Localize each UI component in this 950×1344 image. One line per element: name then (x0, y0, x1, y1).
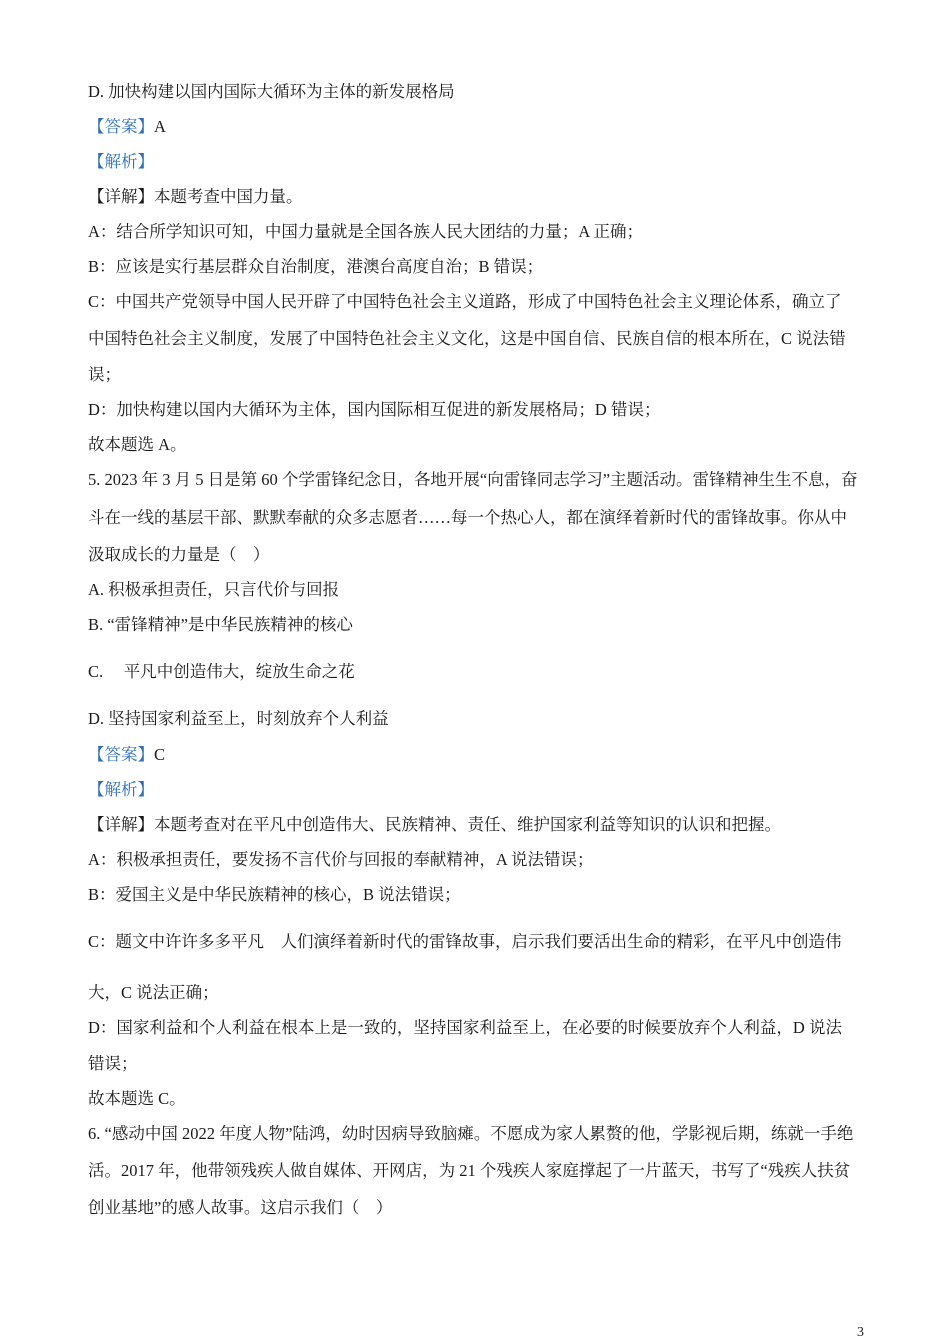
detail-line: 【详解】本题考查对在平凡中创造伟大、民族精神、责任、维护国家利益等知识的认识和把握。 (88, 815, 781, 834)
answer-line-q5: 【答案】C (88, 745, 166, 764)
detail-line: B：应该是实行基层群众自治制度，港澳台高度自治；B 错误； (88, 257, 544, 276)
question-6-stem: 活。2017 年，他带领残疾人做自媒体、开网店，为 21 个残疾人家庭撑起了一片蓝天，书写了“残疾人扶贫 (88, 1161, 851, 1180)
option-a-q5: A. 积极承担责任，只言代价与回报 (88, 580, 340, 599)
detail-line: 错误； (88, 1054, 138, 1073)
answer-line-q4: 【答案】A (88, 117, 166, 136)
detail-line: D：国家利益和个人利益在根本上是一致的，坚持国家利益至上，在必要的时候要放弃个人利益，D 说法 (88, 1018, 842, 1037)
question-5-stem: 斗在一线的基层干部、默默奉献的众多志愿者……每一个热心人，都在演绎着新时代的雷锋故事。你从中 (88, 508, 847, 527)
question-5-stem: 汲取成长的力量是（ ） (88, 545, 270, 564)
detail-line: 大，C 说法正确； (88, 983, 219, 1002)
conclusion-line: 故本题选 A。 (88, 435, 187, 454)
detail-line: C：题文中许许多多平凡 人们演绎着新时代的雷锋故事，启示我们要活出生命的精彩，在平凡中创造伟 (88, 932, 842, 951)
detail-line: 中国特色社会主义制度，发展了中国特色社会主义文化，这是中国自信、民族自信的根本所在，C 说法错 (88, 329, 846, 348)
option-d-q5: D. 坚持国家利益至上，时刻放弃个人利益 (88, 709, 389, 728)
detail-line: 误； (88, 365, 121, 384)
option-d-q4: D. 加快构建以国内国际大循环为主体的新发展格局 (88, 82, 455, 101)
question-6-stem: 6. “感动中国 2022 年度人物”陆鸿，幼时因病导致脑瘫。不愿成为家人累赘的他，学影视后期，练就一手绝 (88, 1124, 854, 1143)
option-c-q5: C. 平凡中创造伟大，绽放生命之花 (88, 662, 355, 681)
detail-line: B：爱国主义是中华民族精神的核心，B 说法错误； (88, 885, 461, 904)
question-6-stem: 创业基地”的感人故事。这启示我们（ ） (88, 1198, 393, 1217)
option-b-q5: B. “雷锋精神”是中华民族精神的核心 (88, 615, 353, 634)
analysis-tag-q4: 【解析】 (88, 152, 154, 171)
answer-tag: 【答案】 (88, 117, 154, 136)
answer-tag: 【答案】 (88, 745, 154, 764)
detail-line: C：中国共产党领导中国人民开辟了中国特色社会主义道路，形成了中国特色社会主义理论体系，确立了 (88, 292, 842, 311)
analysis-tag-q5: 【解析】 (88, 780, 154, 799)
detail-line: A：积极承担责任，要发扬不言代价与回报的奉献精神，A 说法错误； (88, 850, 594, 869)
detail-line: A：结合所学知识可知，中国力量就是全国各族人民大团结的力量；A 正确； (88, 222, 644, 241)
page-number: 3 (857, 1325, 864, 1340)
detail-line: 【详解】本题考查中国力量。 (88, 187, 303, 206)
detail-line: D：加快构建以国内大循环为主体，国内国际相互促进的新发展格局；D 错误； (88, 400, 661, 419)
conclusion-line: 故本题选 C。 (88, 1089, 186, 1108)
question-5-stem: 5. 2023 年 3 月 5 日是第 60 个学雷锋纪念日，各地开展“向雷锋同志学习”主题活动。雷锋精神生生不息，奋 (88, 470, 858, 489)
